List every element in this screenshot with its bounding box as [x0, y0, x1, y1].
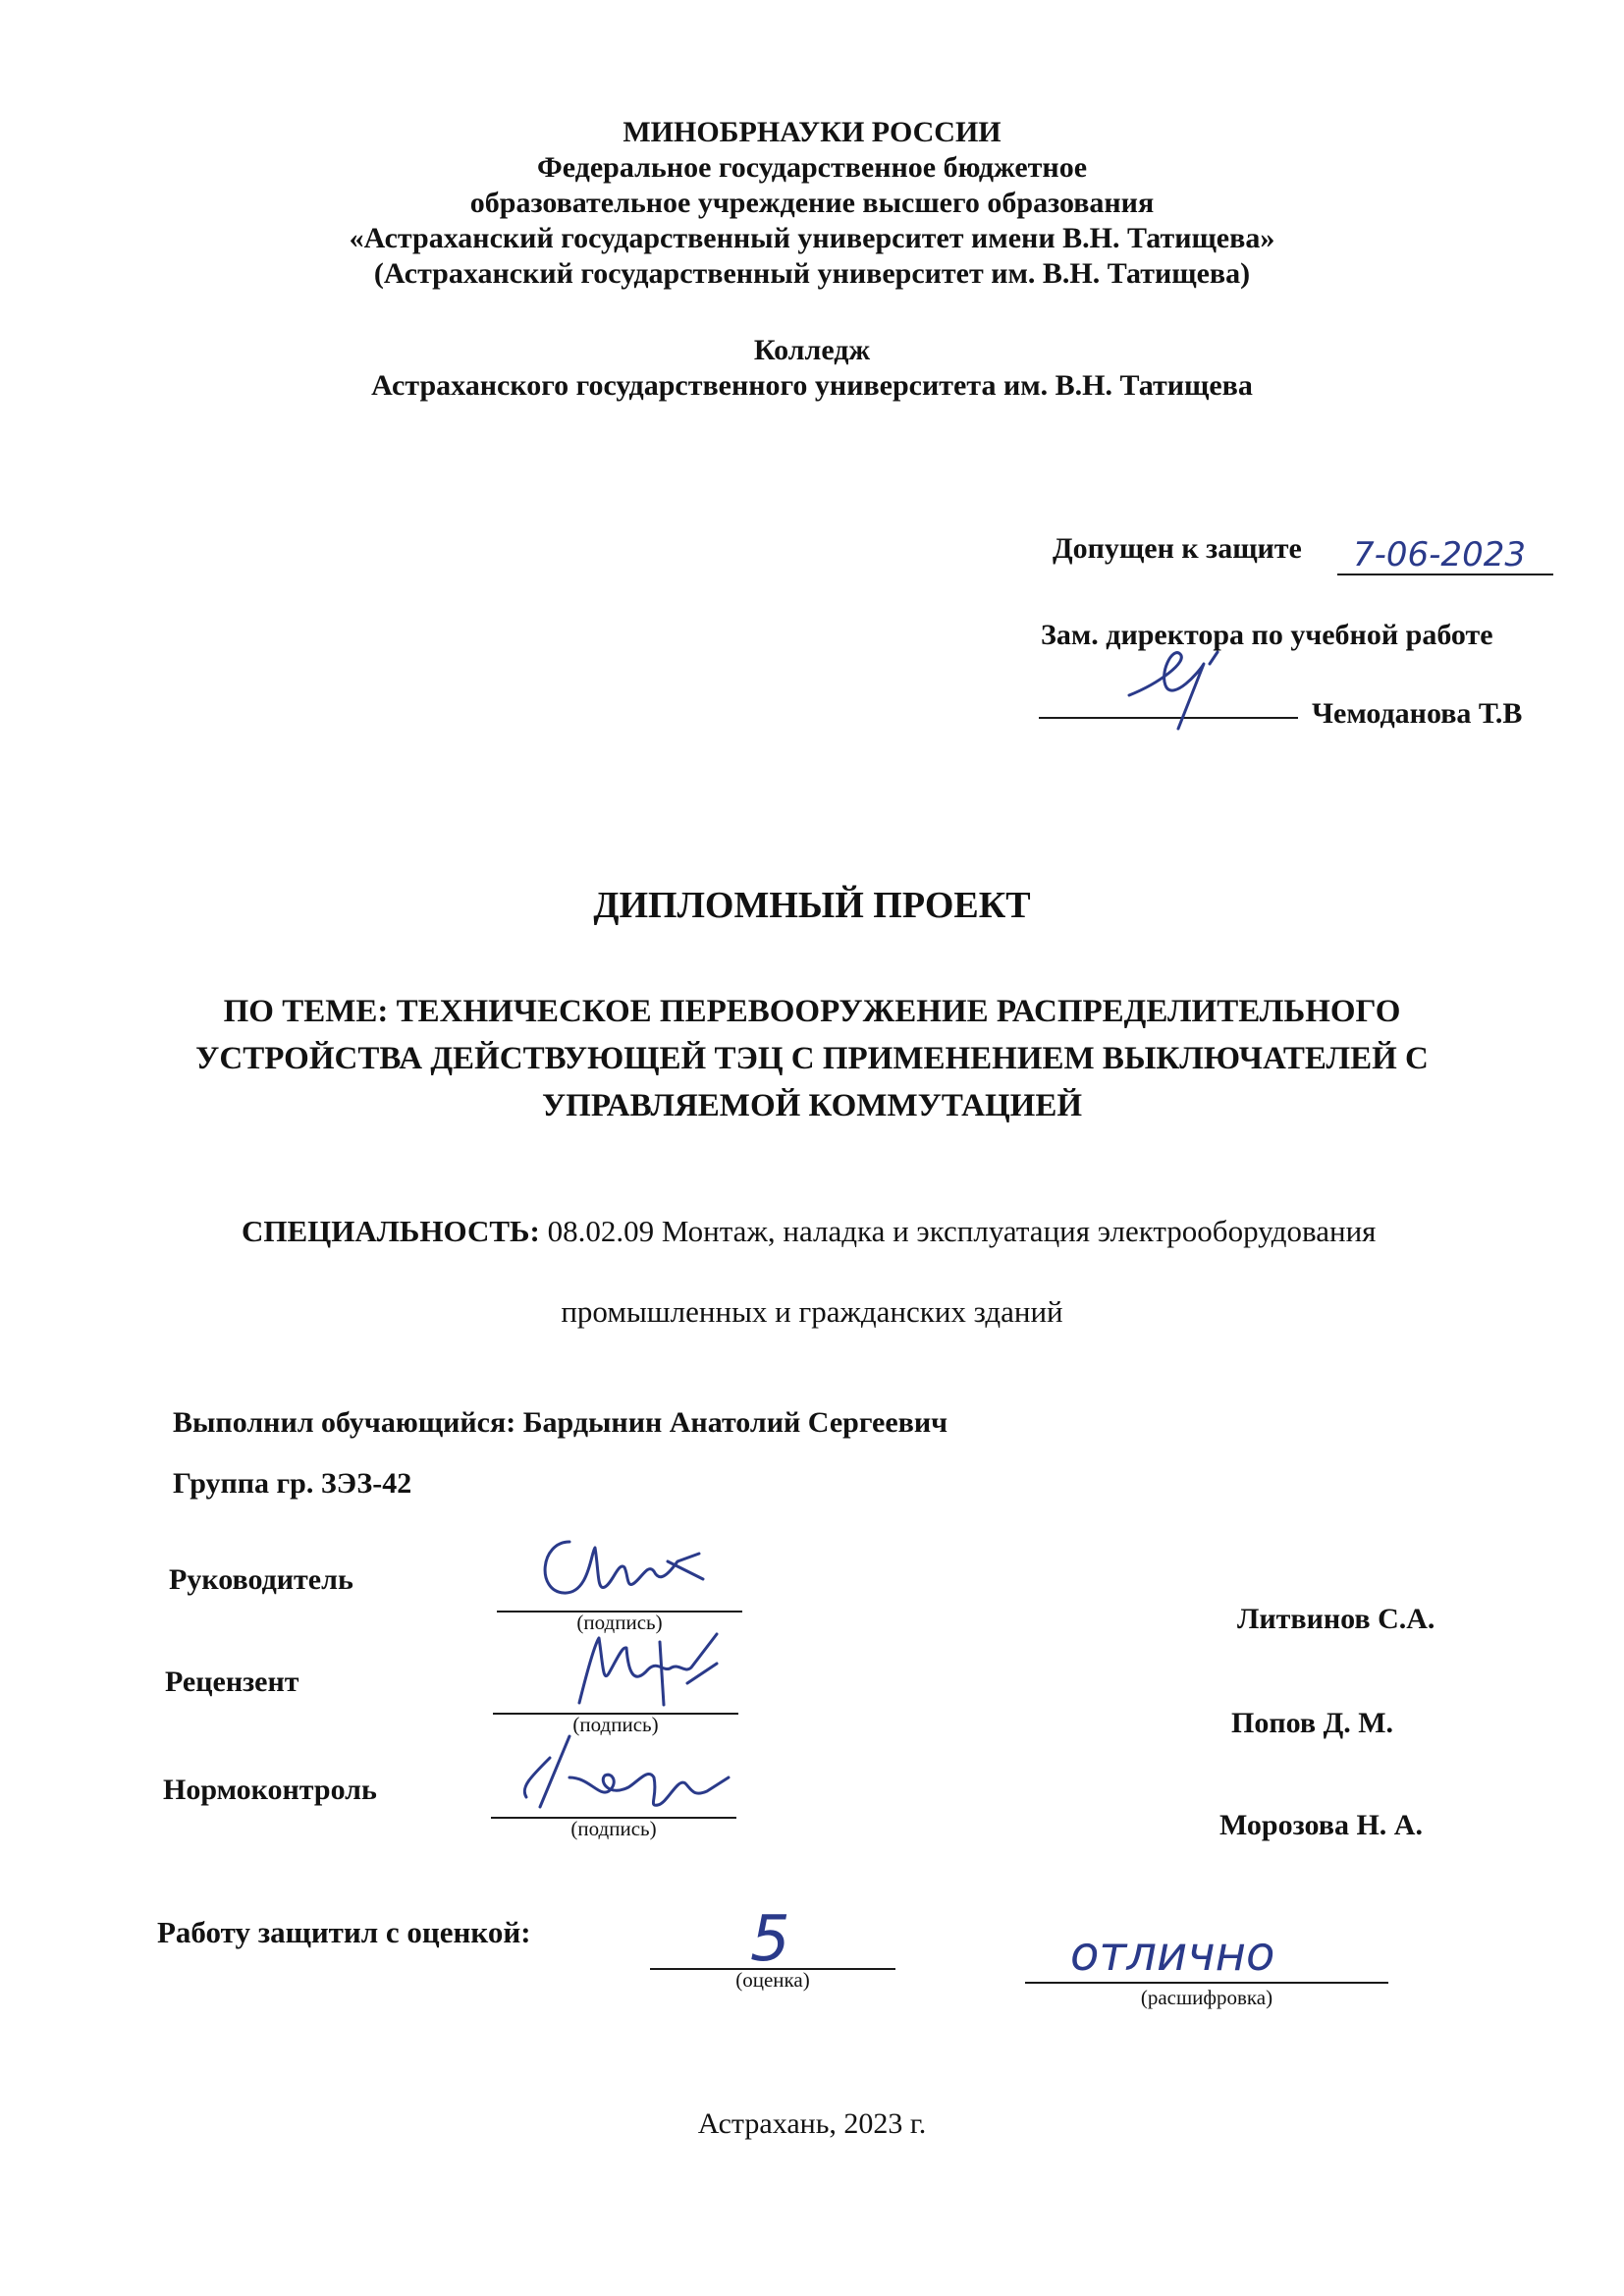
topic-line-2: УСТРОЙСТВА ДЕЙСТВУЮЩЕЙ ТЭЦ С ПРИМЕНЕНИЕМ ВЫКЛЮЧАТЕЛЕЙ С	[195, 1041, 1429, 1076]
grade-caption: (оценка)	[735, 1968, 810, 1992]
reviewer-name: Попов Д. М.	[1231, 1707, 1394, 1739]
document-title: ДИПЛОМНЫЙ ПРОЕКТ	[593, 885, 1031, 926]
topic-line-1: ПО ТЕМЕ: ТЕХНИЧЕСКОЕ ПЕРЕВООРУЖЕНИЕ РАСПРЕДЕЛИТЕЛЬНОГО	[223, 994, 1401, 1029]
institution-line-3: «Астраханский государственный университет имени В.Н. Татищева»	[349, 222, 1275, 254]
supervisor-role: Руководитель	[169, 1563, 353, 1596]
admitted-date: 7-06-2023	[1353, 535, 1526, 574]
grade-word-caption: (расшифровка)	[1140, 1986, 1273, 2009]
normcontrol-signature-caption: (подпись)	[570, 1817, 657, 1840]
city-year: Астрахань, 2023 г.	[697, 2107, 927, 2140]
college-label: Колледж	[753, 334, 871, 366]
grade-word-handwriting	[1060, 1919, 1375, 1984]
deputy-signature-icon	[1119, 644, 1276, 733]
ministry-name: МИНОБРНАУКИ РОССИИ	[623, 116, 1001, 148]
topic-line-3: УПРАВЛЯЕМОЙ КОММУТАЦИЕЙ	[541, 1088, 1083, 1123]
supervisor-signature-caption: (подпись)	[576, 1611, 663, 1634]
normcontrol-role: Нормоконтроль	[163, 1774, 377, 1806]
supervisor-signature-icon	[530, 1532, 727, 1611]
deputy-title: Зам. директора по учебной работе	[1041, 619, 1493, 651]
normcontrol-name: Морозова Н. А.	[1219, 1809, 1423, 1841]
deputy-name: Чемоданова Т.В	[1312, 697, 1523, 730]
institution-line-4: (Астраханский государственный университет им. В.Н. Татищева)	[373, 257, 1251, 290]
institution-line-2: образовательное учреждение высшего образования	[469, 187, 1155, 219]
grade-value: 5	[750, 1903, 790, 1970]
reviewer-signature-caption: (подпись)	[572, 1713, 659, 1736]
college-line-2: Астраханского государственного университета им. В.Н. Татищева	[371, 369, 1253, 402]
reviewer-role: Рецензент	[165, 1666, 299, 1698]
specialty-line-2: промышленных и гражданских зданий	[561, 1294, 1063, 1329]
normcontrol-signature-icon	[511, 1728, 746, 1827]
defense-label: Работу защитил с оценкой:	[157, 1915, 531, 1949]
student-group: Группа гр. ЗЭЗ-42	[173, 1467, 412, 1500]
grade-word: отлично	[1070, 1927, 1275, 1982]
grade-handwriting	[727, 1895, 844, 1970]
admitted-label: Допущен к защите	[1053, 532, 1302, 565]
admitted-date-handwriting	[1347, 526, 1553, 575]
specialty-label: СПЕЦИАЛЬНОСТЬ:	[242, 1214, 540, 1248]
specialty-line-1	[242, 1214, 1376, 1249]
institution-line-1: Федеральное государственное бюджетное	[536, 151, 1088, 184]
specialty-code-name: 08.02.09 Монтаж, наладка и эксплуатация электрооборудования	[547, 1214, 1377, 1248]
student-completed-by: Выполнил обучающийся: Бардынин Анатолий Сергеевич	[173, 1406, 948, 1439]
reviewer-signature-icon	[569, 1624, 746, 1713]
supervisor-name: Литвинов С.А.	[1237, 1603, 1435, 1635]
